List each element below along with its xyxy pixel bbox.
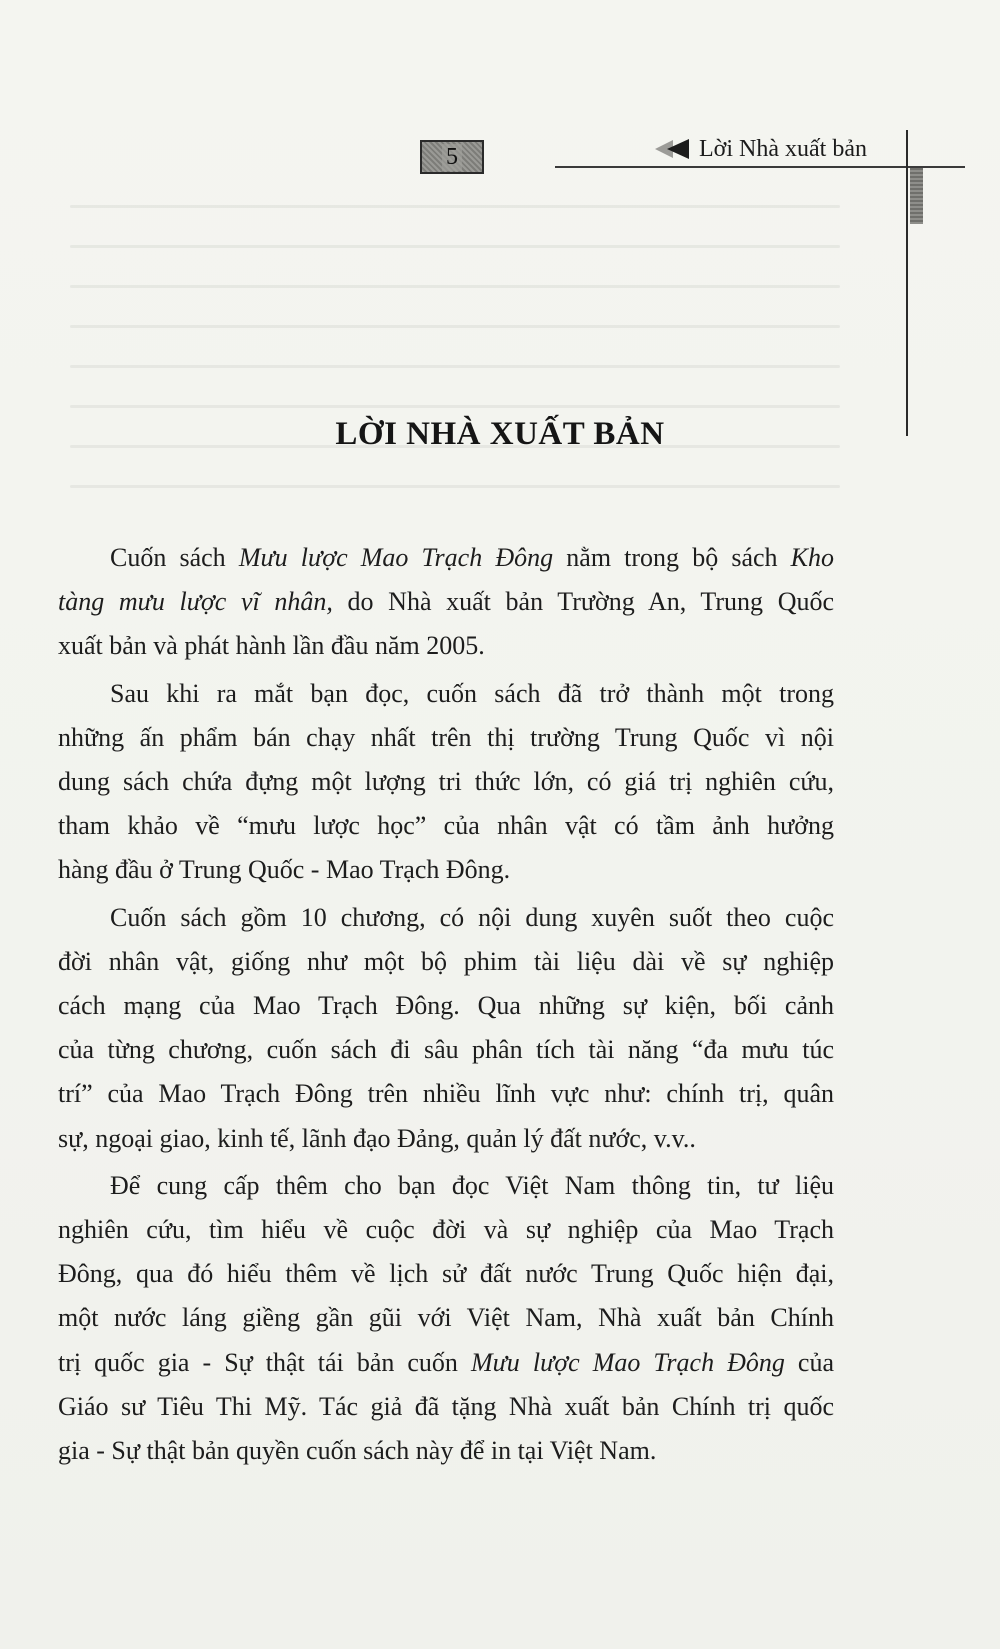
text-line: dung sách chứa đựng một lượng tri thức lớn, có giá trị nghiên cứu, (58, 767, 834, 797)
italic-title: Kho (790, 543, 835, 572)
paragraph (58, 896, 834, 1161)
italic-title: Mưu lược Mao Trạch Đông (238, 543, 554, 572)
italic-title: Mưu lược Mao Trạch Đông (470, 1347, 785, 1377)
running-header (655, 132, 867, 166)
text-line: nghiên cứu, tìm hiểu về cuộc đời và sự nghiệp của Mao Trạch (58, 1215, 834, 1245)
text-line: xuất bản và phát hành lần đầu năm 2005. (58, 631, 485, 661)
text-line: những ấn phẩm bán chạy nhất trên thị trường Trung Quốc vì nội (58, 722, 834, 752)
text-line: cách mạng của Mao Trạch Đông. Qua những sự kiện, bối cảnh (58, 991, 834, 1021)
text-line: Giáo sư Tiêu Thi Mỹ. Tác giả đã tặng Nhà xuất bản Chính trị quốc (58, 1391, 834, 1421)
text-line: tàng mưu lược vĩ nhân, do Nhà xuất bản Trường An, Trung Quốc (58, 587, 835, 617)
text-line: Để cung cấp thêm cho bạn đọc Việt Nam thông tin, tư liệu (110, 1170, 834, 1200)
text-line: sự, ngoại giao, kinh tế, lãnh đạo Đảng, quản lý đất nước, v.v.. (58, 1123, 696, 1153)
italic-title: tàng mưu lược vĩ nhân, (58, 587, 333, 617)
text-line: đời nhân vật, giống như một bộ phim tài liệu dài về sự nghiệp (58, 946, 834, 976)
text-line: hàng đầu ở Trung Quốc - Mao Trạch Đông. (58, 855, 511, 885)
vertical-rule (906, 130, 908, 436)
text-line: tham khảo về “mưu lược học” của nhân vật có tầm ảnh hưởng (58, 811, 834, 841)
running-title: Lời Nhà xuất bản (699, 135, 867, 162)
text-line: Đông, qua đó hiểu thêm về lịch sử đất nước Trung Quốc hiện đại, (58, 1259, 834, 1289)
paragraph (58, 672, 834, 893)
arrow-left-icon (655, 139, 689, 159)
paragraph (58, 536, 834, 669)
body-text (58, 536, 834, 1476)
page-heading: LỜI NHÀ XUẤT BẢN (335, 416, 665, 452)
text-line: Sau khi ra mắt bạn đọc, cuốn sách đã trở thành một trong (110, 678, 834, 708)
text-line: Cuốn sách gồm 10 chương, có nội dung xuyên suốt theo cuộc (110, 902, 834, 932)
rule-tab-marker (910, 168, 923, 224)
text-line: một nước láng giềng gần gũi với Việt Nam, Nhà xuất bản Chính (58, 1303, 834, 1333)
text-line: trí” của Mao Trạch Đông trên nhiều lĩnh vực như: chính trị, quân (58, 1079, 834, 1109)
text-line: của từng chương, cuốn sách đi sâu phân tích tài năng “đa mưu túc (58, 1035, 834, 1065)
text-line: Cuốn sách Mưu lược Mao Trạch Đông nằm trong bộ sách Kho (110, 543, 835, 572)
bleed-through-texture (70, 205, 840, 525)
text-line: gia - Sự thật bản quyền cuốn sách này để in tại Việt Nam. (58, 1436, 657, 1466)
paragraph (58, 1164, 834, 1473)
page-number-box (420, 140, 484, 174)
text-line: trị quốc gia - Sự thật tái bản cuốn Mưu lược Mao Trạch Đông của (58, 1347, 834, 1377)
page-number: 5 (442, 144, 462, 171)
header-rule (555, 166, 965, 168)
